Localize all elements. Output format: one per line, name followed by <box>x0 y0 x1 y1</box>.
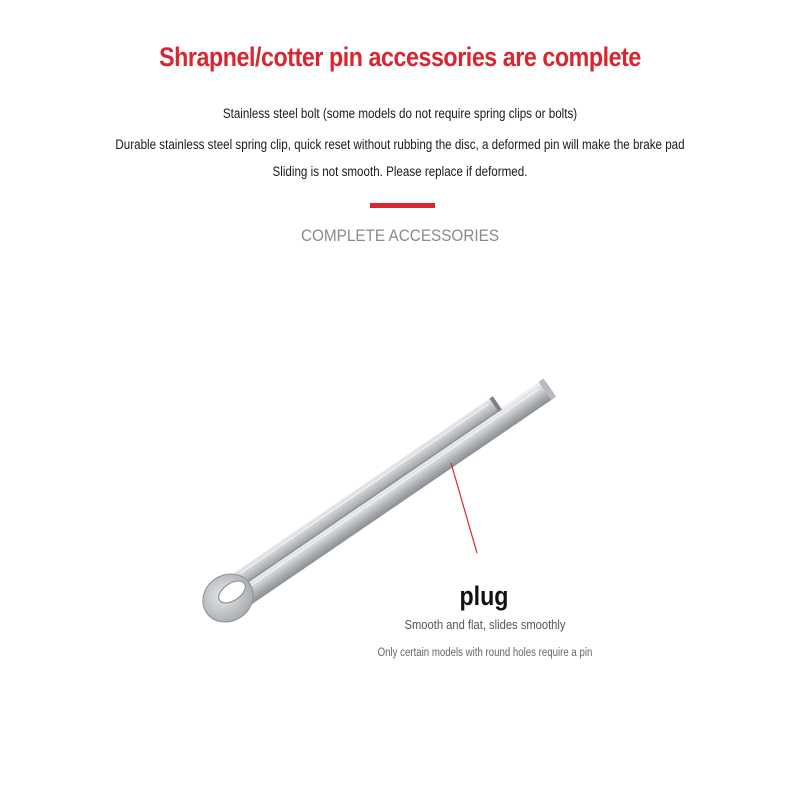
page-headline: Shrapnel/cotter pin accessories are complete <box>159 42 641 72</box>
callout-title: plug <box>459 581 509 611</box>
pin-lower-leg <box>230 379 556 611</box>
callout-note: Only certain models with round holes require a pin <box>377 647 593 659</box>
callout-subtitle: Smooth and flat, slides smoothly <box>404 617 566 632</box>
description-line-1: Stainless steel bolt (some models do not require spring clips or bolts) <box>222 106 578 121</box>
description-line-2: Durable stainless steel spring clip, quick reset without rubbing the disc, a deformed pin will make the brake pad <box>115 137 685 152</box>
description-line-3: Sliding is not smooth. Please replace if deformed. <box>272 164 528 179</box>
callout-leader-line <box>451 463 477 553</box>
section-label: COMPLETE ACCESSORIES <box>300 226 500 245</box>
